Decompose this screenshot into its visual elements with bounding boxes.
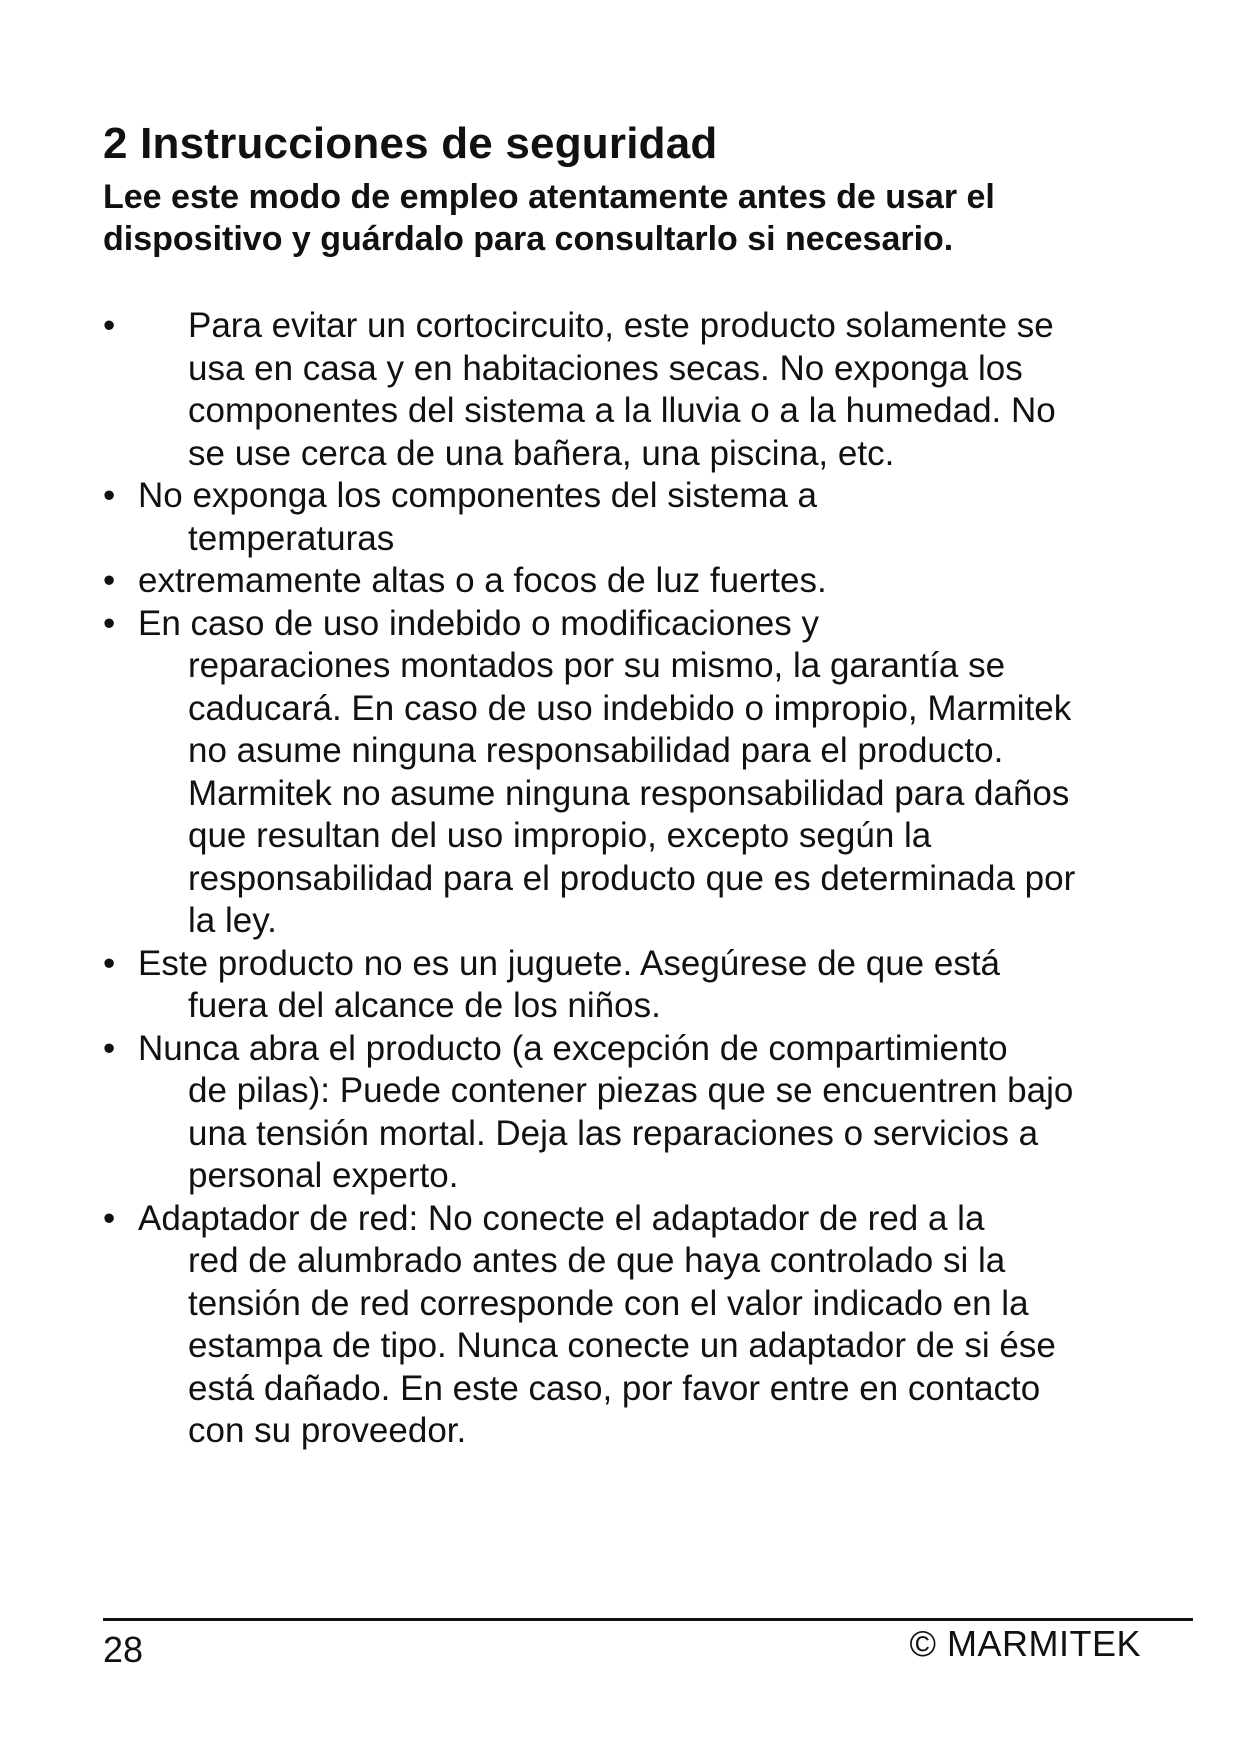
item-line: está dañado. En este caso, por favor entre en contacto [188, 1368, 1041, 1408]
safety-list [103, 305, 1163, 1453]
bullet-icon: • [103, 1028, 116, 1068]
bullet-icon: • [103, 476, 116, 515]
item-line: Marmitek no asume ninguna responsabilidad para daños [188, 773, 1070, 813]
list-item [103, 1028, 1163, 1198]
list-item [103, 560, 1163, 603]
bullet-icon: • [103, 561, 116, 600]
item-line: tensión de red corresponde con el valor indicado en la [188, 1283, 1029, 1323]
bullet-icon: • [103, 943, 116, 983]
item-line: En caso de uso indebido o modificaciones y [138, 603, 819, 643]
item-line: con su proveedor. [188, 1411, 467, 1450]
item-line: fuera del alcance de los niños. [188, 986, 661, 1025]
list-item [103, 603, 1163, 943]
item-line: componentes del sistema a la lluvia o a la humedad. No [188, 391, 1056, 430]
item-line: caducará. En caso de uso indebido o impropio, Marmitek [188, 688, 1072, 728]
item-line: la ley. [188, 901, 277, 940]
list-item [103, 305, 1163, 475]
bullet-icon: • [103, 603, 116, 643]
bullet-icon: • [103, 306, 116, 345]
item-line: extremamente altas o a focos de luz fuertes. [138, 561, 827, 600]
item-line: Para evitar un cortocircuito, este producto solamente se [188, 306, 1054, 345]
item-line: no asume ninguna responsabilidad para el producto. [188, 731, 1004, 770]
copyright-notice: © MARMITEK [909, 1623, 1141, 1664]
item-line: se use cerca de una bañera, una piscina, etc. [188, 433, 895, 473]
section-heading: 2 Instrucciones de seguridad [103, 119, 718, 168]
item-line: personal experto. [188, 1156, 459, 1195]
item-line: Nunca abra el producto (a excepción de compartimiento [138, 1028, 1008, 1068]
item-line: estampa de tipo. Nunca conecte un adaptador de si ése [188, 1326, 1056, 1365]
item-line: Este producto no es un juguete. Asegúrese de que está [138, 943, 1001, 983]
item-line: temperaturas [188, 518, 395, 558]
item-line: red de alumbrado antes de que haya controlado si la [188, 1241, 1006, 1280]
item-line: reparaciones montados por su mismo, la garantía se [188, 646, 1006, 685]
item-line: de pilas): Puede contener piezas que se encuentren bajo [188, 1071, 1074, 1110]
item-line: No exponga los componentes del sistema a [138, 476, 818, 515]
list-item [103, 943, 1163, 1028]
footer-divider [103, 1618, 1193, 1621]
list-item [103, 475, 1163, 560]
item-line: responsabilidad para el producto que es determinada por [188, 858, 1076, 898]
item-line: que resultan del uso impropio, excepto según la [188, 816, 932, 855]
bullet-icon: • [103, 1198, 116, 1238]
intro-line: dispositivo y guárdalo para consultarlo si necesario. [103, 220, 954, 258]
intro-line: Lee este modo de empleo atentamente antes de usar el [103, 178, 995, 216]
item-line: Adaptador de red: No conecte el adaptador de red a la [138, 1198, 985, 1238]
intro-paragraph [103, 176, 1163, 260]
item-line: una tensión mortal. Deja las reparaciones o servicios a [188, 1113, 1039, 1153]
list-item [103, 1198, 1163, 1453]
item-line: usa en casa y en habitaciones secas. No exponga los [188, 348, 1023, 388]
page-number: 28 [103, 1629, 144, 1670]
